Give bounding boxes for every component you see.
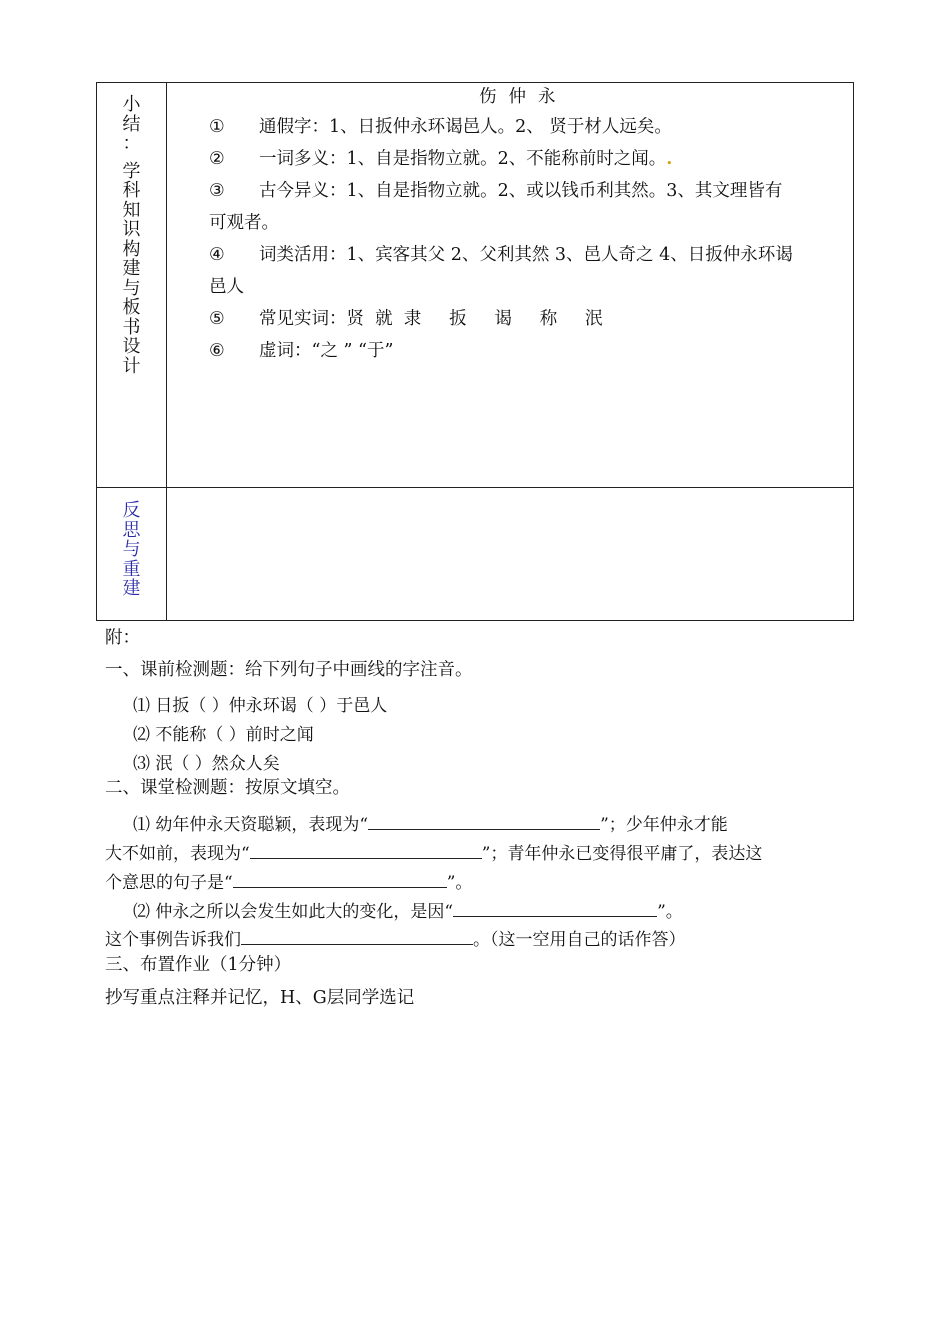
annotation-dot: . — [666, 149, 673, 169]
summary-item: ② 一词多义：1、自是指物立就。2、不能称前时之闻。. — [209, 149, 673, 169]
fill-question-line: ⑴ 幼年仲永天资聪颖，表现为“ ”；少年仲永才能 — [133, 810, 728, 835]
summary-table — [96, 82, 854, 621]
fill-question-line: ⑵ 仲永之所以会发生如此大的变化，是因“ ”。 — [133, 897, 683, 922]
summary-item: ⑥ 虚词：“之 ” “于” — [209, 341, 394, 361]
section-heading: 二、课堂检测题：按原文填空。 — [105, 778, 350, 798]
homework-text: 抄写重点注释并记忆，H、G层同学选记 — [105, 988, 415, 1008]
column-divider — [166, 83, 167, 620]
row-divider — [97, 487, 853, 488]
reflection-label: 反 思 与 重 建 — [122, 500, 141, 599]
answer-blank[interactable] — [233, 869, 447, 888]
fill-question-line: 个意思的句子是“ ”。 — [105, 868, 472, 893]
fill-question-line: 大不如前，表现为“ ”；青年仲永已变得很平庸了，表达这 — [105, 839, 762, 864]
section-heading: 三、布置作业（1分钟） — [105, 955, 292, 975]
appendix-label: 附： — [105, 628, 140, 648]
pinyin-question: ⑵ 不能称（ ）前时之闻 — [133, 725, 314, 745]
lesson-title: 伤仲永 — [479, 87, 568, 107]
summary-item: ⑤ 常见实词：贤 就 隶 扳 谒 称 泯 — [209, 309, 603, 329]
fill-question-line: 这个事例告诉我们 。（这一空用自己的话作答） — [105, 925, 686, 950]
answer-blank[interactable] — [453, 898, 657, 917]
answer-blank[interactable] — [241, 926, 473, 945]
summary-label: 小 结 ： 学 科 知 识 构 建 与 板 书 设 计 — [122, 94, 141, 377]
summary-item: ④ 词类活用：1、宾客其父 2、父利其然 3、邑人奇之 4、日扳仲永环谒 — [209, 245, 793, 265]
answer-blank[interactable] — [250, 840, 482, 859]
summary-item: ③ 古今异义：1、自是指物立就。2、或以钱币利其然。3、其文理皆有 — [209, 181, 783, 201]
pinyin-question: ⑶ 泯（ ）然众人矣 — [133, 754, 280, 774]
summary-item: ① 通假字：1、日扳仲永环谒邑人。2、 贤于材人远矣。 — [209, 117, 672, 137]
summary-item-continued: 可观者。 — [209, 213, 279, 233]
answer-blank[interactable] — [368, 811, 600, 830]
summary-item-continued: 邑人 — [209, 277, 244, 297]
section-heading: 一、课前检测题：给下列句子中画线的字注音。 — [105, 660, 473, 680]
pinyin-question: ⑴ 日扳（ ）仲永环谒（ ）于邑人 — [133, 696, 388, 716]
